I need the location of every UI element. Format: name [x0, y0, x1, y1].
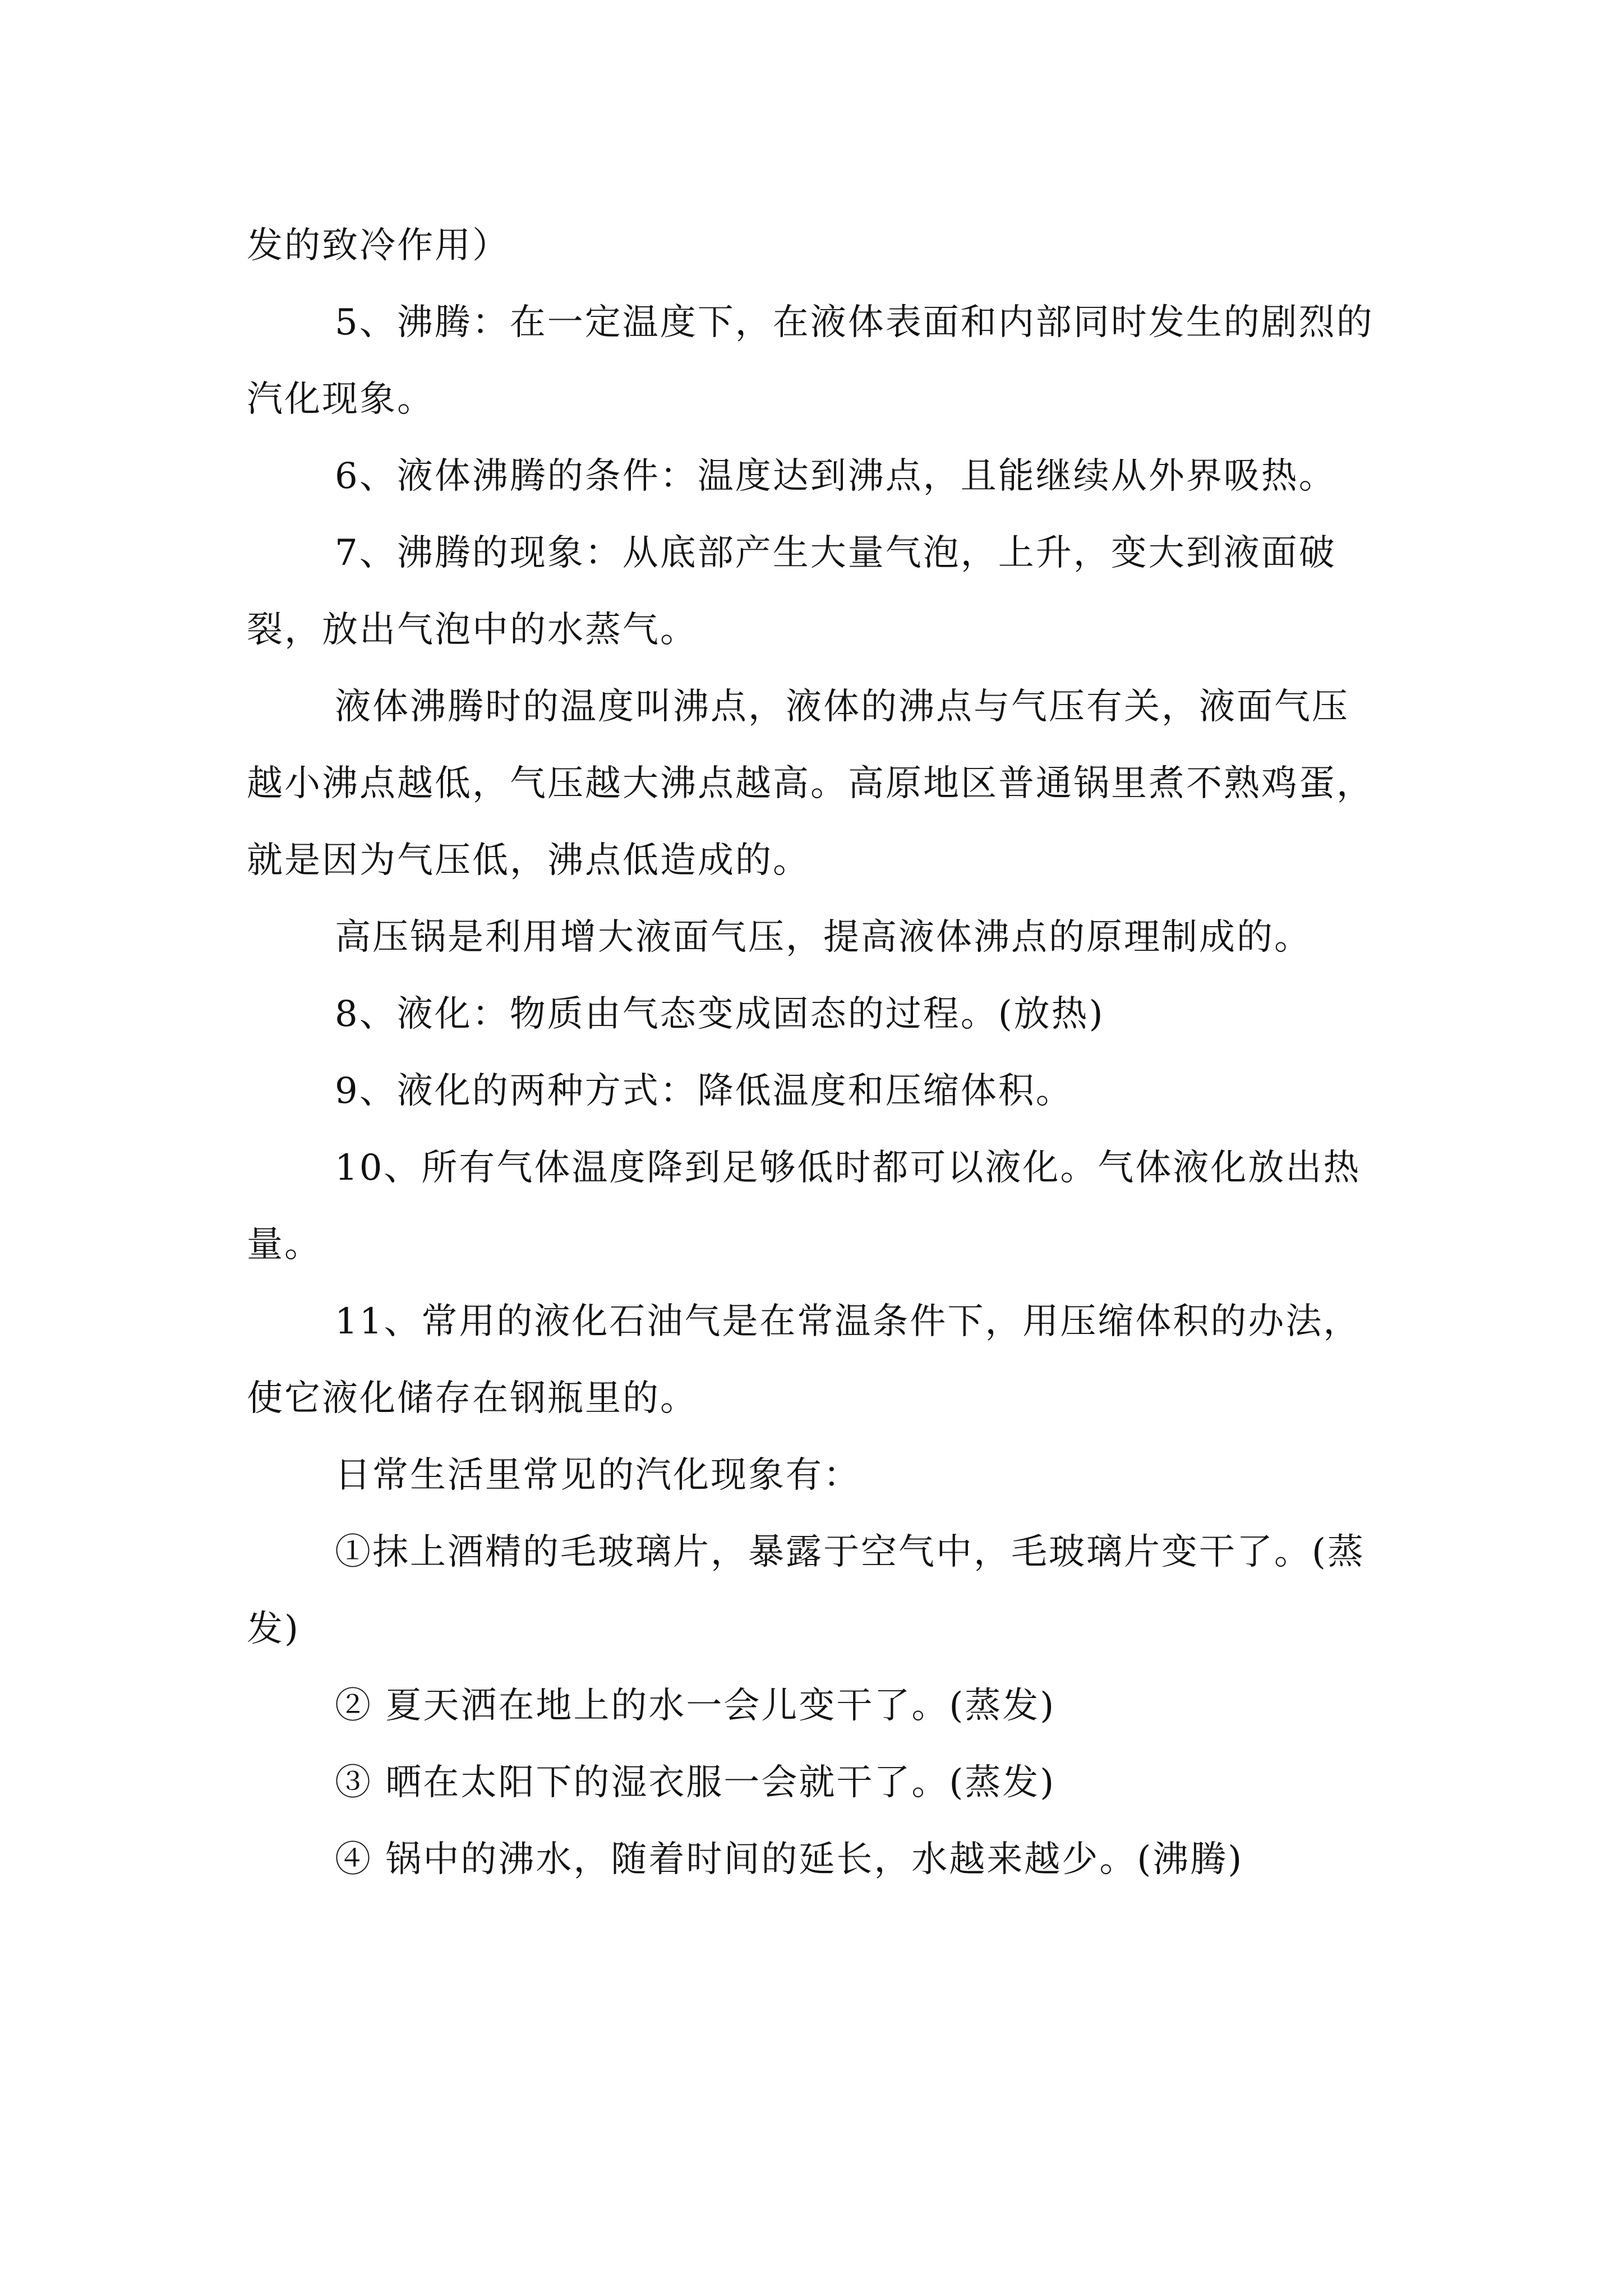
list-item-example-4: ④ 锅中的沸水，随着时间的延长，水越来越少。(沸腾) [335, 1839, 1244, 1880]
paragraph-boiling-phenomenon: 7、沸腾的现象：从底部产生大量气泡，上升，变大到液面破裂，放出气泡中的水蒸气。 [247, 532, 1336, 651]
document-body [247, 208, 1385, 1898]
paragraph-boiling-condition: 6、液体沸腾的条件：温度达到沸点，且能继续从外界吸热。 [335, 455, 1336, 497]
list-item-example-1: ①抹上酒精的毛玻璃片，暴露于空气中，毛玻璃片变干了。(蒸发) [247, 1531, 1365, 1650]
list-item-example-3: ③ 晒在太阳下的湿衣服一会就干了。(蒸发) [335, 1762, 1056, 1803]
paragraph-gas-liquefaction: 10、所有气体温度降到足够低时都可以液化。气体液化放出热量。 [247, 1147, 1361, 1266]
paragraph-boiling-definition: 5、沸腾：在一定温度下，在液体表面和内部同时发生的剧烈的汽化现象。 [247, 302, 1374, 420]
paragraph-examples-heading: 日常生活里常见的汽化现象有： [335, 1455, 861, 1496]
paragraph-boiling-point: 液体沸腾时的温度叫沸点，液体的沸点与气压有关，液面气压越小沸点越低，气压越大沸点越高。高原地区普通锅里煮不熟鸡蛋，就是因为气压低，沸点低造成的。 [247, 686, 1374, 881]
paragraph-lpg: 11、常用的液化石油气是在常温条件下，用压缩体积的办法，使它液化储存在钢瓶里的。 [247, 1301, 1361, 1419]
paragraph-pressure-cooker: 高压锅是利用增大液面气压，提高液体沸点的原理制成的。 [335, 917, 1312, 958]
paragraph-liquefaction: 8、液化：物质由气态变成固态的过程。(放热) [335, 993, 1105, 1035]
paragraph-liquefaction-methods: 9、液化的两种方式：降低温度和压缩体积。 [335, 1070, 1073, 1112]
list-item-example-2: ② 夏天洒在地上的水一会儿变干了。(蒸发) [335, 1685, 1056, 1727]
paragraph-continuation: 发的致冷作用） [247, 225, 510, 266]
